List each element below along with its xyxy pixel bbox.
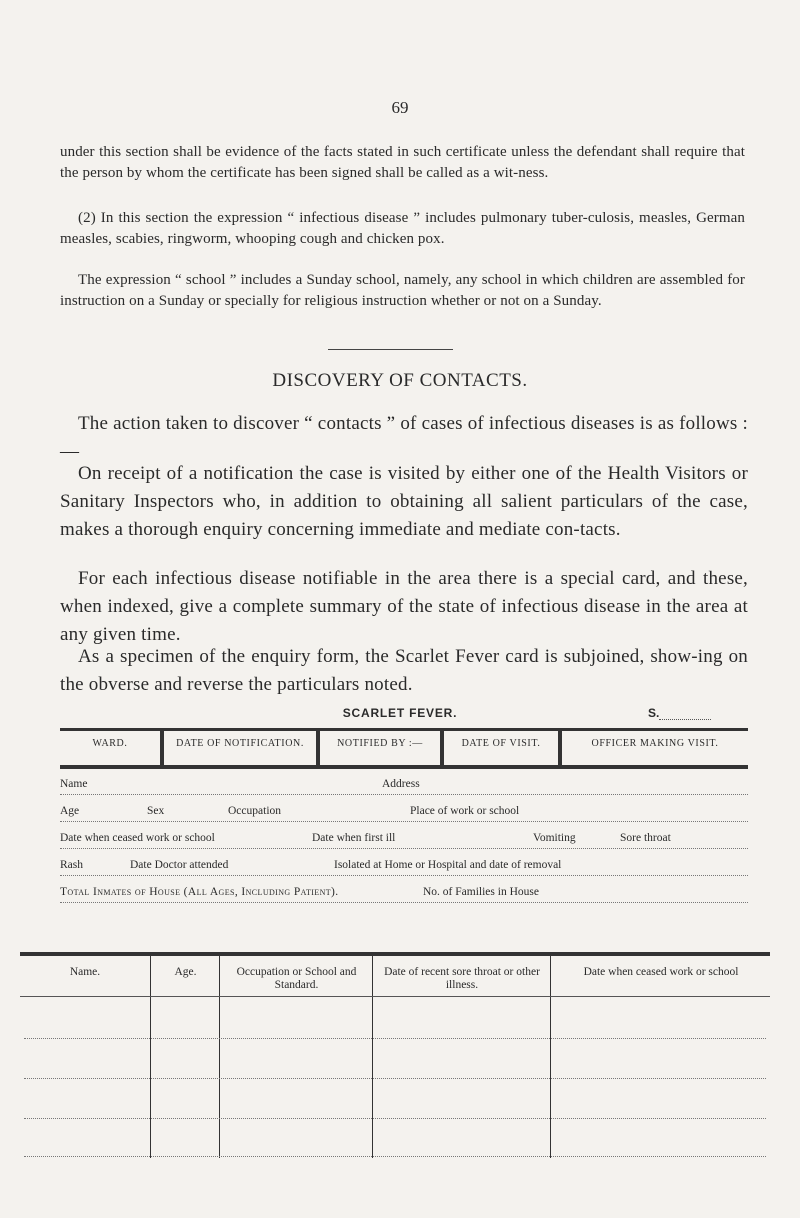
label-occupation: Occupation (228, 805, 282, 817)
column-occupation (219, 956, 373, 1158)
header-ward: WARD. (92, 738, 128, 749)
label-place-of-work: Place of work or school (410, 805, 520, 817)
column-header-age: Age. (174, 966, 197, 978)
page-number: 69 (391, 98, 409, 117)
label-rash: Rash (60, 859, 83, 871)
column-header-ceased-work: Date when ceased work or school (583, 966, 739, 978)
section-heading: DISCOVERY OF CONTACTS. (272, 370, 528, 391)
header-date-visit: DATE OF VISIT. (440, 731, 558, 765)
label-age: Age (60, 805, 80, 817)
label-name: Name (60, 778, 88, 790)
table-header-rule (20, 996, 770, 997)
card-serial (648, 706, 711, 720)
contacts-table (20, 952, 770, 1158)
paragraph-certificate: under this section shall be evidence of the facts stated in such certificate unless the defendant shall require that the person by whom the certificate has been signed shall be called as a wit-ness. (60, 144, 745, 181)
label-isolated: Isolated at Home or Hospital and date of removal (334, 859, 562, 871)
column-ceased-work (550, 956, 771, 1158)
label-families: No. of Families in House (423, 886, 539, 898)
paragraph-school-definition: The expression “ school ” includes a Sunday school, namely, any school in which children are assembled for instruction on a Sunday or specially for religious instruction whether or not on a Sunday. (60, 272, 745, 309)
column-sore-throat (372, 956, 551, 1158)
column-header-name: Name. (69, 966, 101, 978)
paragraph-specimen: As a specimen of the enquiry form, the Scarlet Fever card is subjoined, show-ing on the obverse and reverse the particulars noted. (60, 646, 748, 695)
column-age (150, 956, 220, 1158)
label-date-first-ill: Date when first ill (312, 832, 396, 844)
card-row-age (60, 799, 748, 822)
card-row-name (60, 772, 748, 795)
table-row-line (24, 1078, 766, 1079)
card-title: SCARLET FEVER. (342, 706, 458, 720)
section-divider (328, 349, 453, 350)
column-header-occupation: Occupation or School and Standard. (236, 966, 357, 991)
paragraph-action-taken: The action taken to discover “ contacts ” of cases of infectious diseases is as follows :— (60, 413, 748, 462)
table-row-line (24, 1038, 766, 1039)
paragraph-notification-visit: On receipt of a notification the case is visited by either one of the Health Visitors or Sanitary Inspectors who, in addition to obtaining all salient particulars of the case, makes a thorough enquiry concerning immediate and mediate con-tacts. (60, 463, 748, 540)
table-row-line (24, 1156, 766, 1157)
header-date-notification: DATE OF NOTIFICATION. (160, 731, 316, 765)
label-date-ceased: Date when ceased work or school (60, 832, 215, 844)
card-row-inmates (60, 880, 748, 903)
card-row-dates (60, 826, 748, 849)
header-officer: OFFICER MAKING VISIT. (558, 731, 748, 765)
table-row-line (24, 1118, 766, 1119)
card-header-table (60, 728, 748, 769)
card-serial-label: S. (648, 706, 660, 720)
label-vomiting: Vomiting (533, 832, 576, 844)
paragraph-special-card: For each infectious disease notifiable in the area there is a special card, and these, when indexed, give a complete summary of the state of infectious disease in the area at any given time. (60, 568, 748, 645)
paragraph-infectious-disease-definition: (2) In this section the expression “ infectious disease ” includes pulmonary tuber-culosis, measles, German measles, scabies, ringworm, whooping cough and chicken pox. (60, 210, 745, 247)
label-sex: Sex (147, 805, 165, 817)
label-sore-throat: Sore throat (620, 832, 671, 844)
label-total-inmates: Total Inmates of House (All Ages, Including Patient). (60, 886, 339, 898)
label-doctor-attended: Date Doctor attended (130, 859, 229, 871)
column-header-sore-throat: Date of recent sore throat or other illness. (384, 966, 540, 991)
label-address: Address (382, 778, 420, 790)
card-serial-blank (659, 709, 711, 720)
column-name (20, 956, 150, 1158)
header-notified-by: NOTIFIED BY :— (316, 731, 440, 765)
card-row-rash (60, 853, 748, 876)
